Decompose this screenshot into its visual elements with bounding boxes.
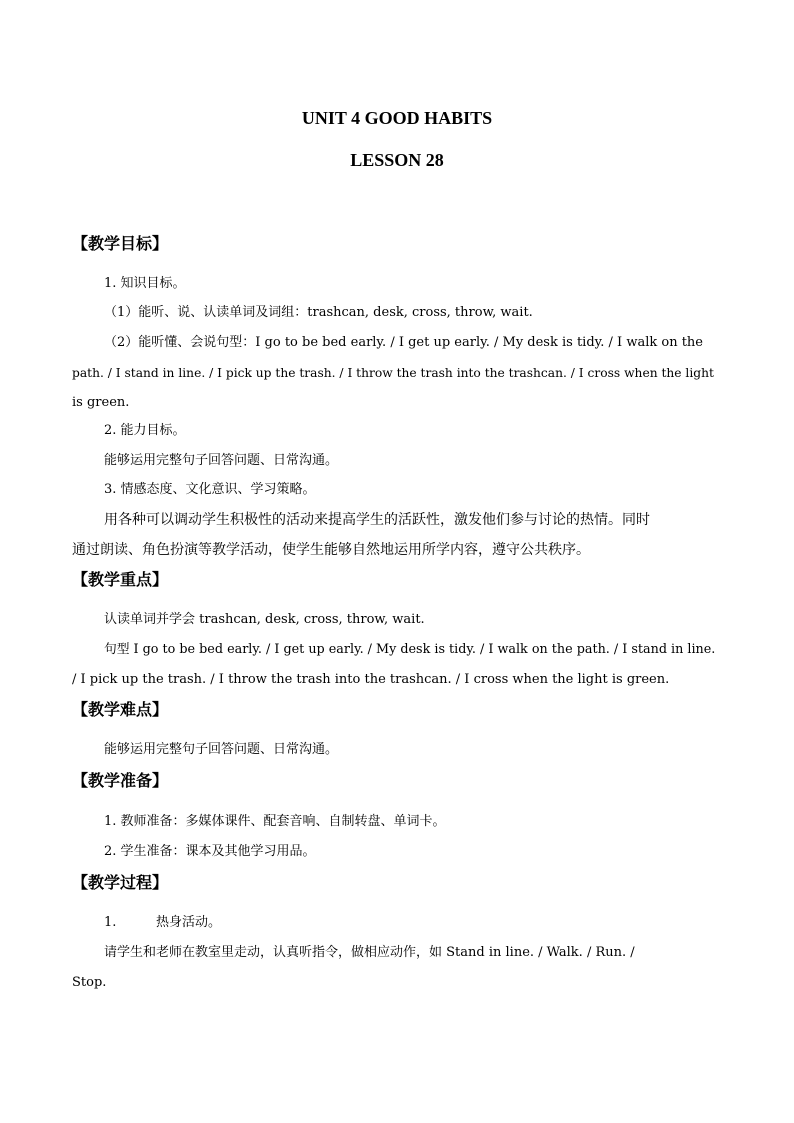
knowledge-objective-2-line3: is green. [72, 395, 130, 410]
difficulties-heading: 【教学难点】 [72, 700, 169, 719]
lesson-title: LESSON 28 [350, 150, 444, 170]
key-points-heading: 【教学重点】 [72, 570, 169, 589]
emotion-objective-line1: 用各种可以调动学生积极性的活动来提高学生的活跃性，激发他们参与讨论的热情。同时 [104, 512, 650, 528]
objectives-heading: 【教学目标】 [72, 234, 169, 253]
unit-title: UNIT 4 GOOD HABITS [301, 108, 493, 128]
warmup-description-line1: 请学生和老师在教室里走动，认真听指令，做相应动作，如 Stand in line. / Walk. / Run. / [104, 945, 635, 960]
warmup-description-line2: Stop. [72, 975, 107, 990]
warmup-step-label: 热身活动。 [156, 915, 222, 930]
knowledge-objective-2-line1: （2）能听懂、会说句型：I go to be bed early. / I get up early. / My desk is tidy. / I walk on the [104, 335, 703, 350]
difficulties-text: 能够运用完整句子回答问题、日常沟通。 [104, 742, 339, 757]
preparation-heading: 【教学准备】 [72, 771, 169, 790]
knowledge-objective-2-line2: path. / I stand in line. / I pick up the trash. / I throw the trash into the trashcan. / I cross when the light [72, 366, 714, 380]
emotion-objective-label: 3. 情感态度、文化意识、学习策略。 [104, 482, 316, 497]
teacher-preparation: 1. 教师准备：多媒体课件、配套音响、自制转盘、单词卡。 [104, 814, 446, 829]
key-points-sentences-line2: / I pick up the trash. / I throw the trash into the trashcan. / I cross when the light is green. [72, 672, 670, 687]
key-points-sentences-line1: 句型 I go to be bed early. / I get up early. / My desk is tidy. / I walk on the path. / I stand in line. [104, 642, 716, 657]
ability-objective-text: 能够运用完整句子回答问题、日常沟通。 [104, 453, 339, 468]
warmup-step [104, 913, 221, 933]
knowledge-objective-1: （1）能听、说、认读单词及词组：trashcan, desk, cross, throw, wait. [104, 305, 533, 320]
warmup-step-number: 1. [104, 915, 117, 930]
student-preparation: 2. 学生准备：课本及其他学习用品。 [104, 844, 316, 859]
emotion-objective-line2: 通过朗读、角色扮演等教学活动，使学生能够自然地运用所学内容，遵守公共秩序。 [72, 542, 590, 558]
process-heading: 【教学过程】 [72, 873, 169, 892]
ability-objective-label: 2. 能力目标。 [104, 423, 186, 438]
key-points-words: 认读单词并学会 trashcan, desk, cross, throw, wait. [104, 612, 425, 627]
knowledge-objective-label: 1. 知识目标。 [104, 276, 186, 291]
